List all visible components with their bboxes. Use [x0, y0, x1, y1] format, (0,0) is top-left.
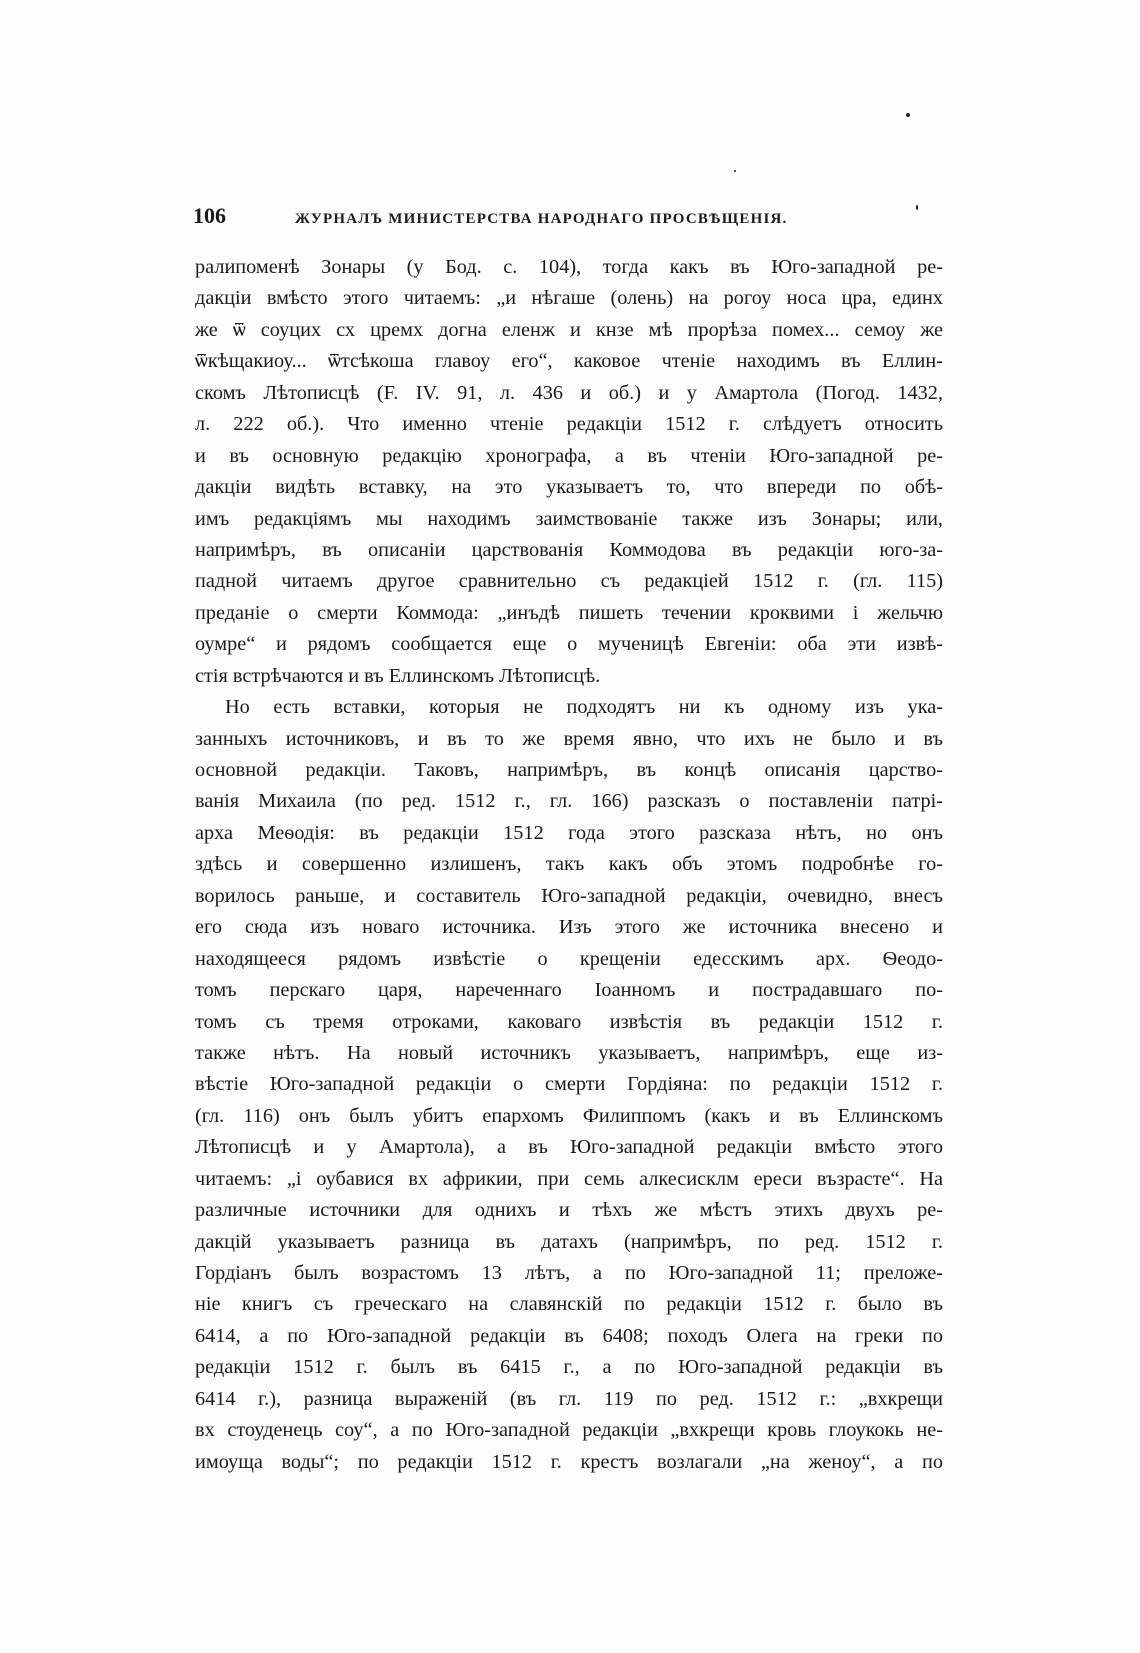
page-number: 106: [193, 203, 226, 228]
paragraph-1: [195, 252, 943, 692]
body-text: [195, 252, 943, 1478]
text-line: ралипоменѣ Зонары (у Бод. с. 104), тогда какъ въ Юго-западной ре-: [195, 256, 943, 278]
text-line: дакціи видѣть вставку, на это указываетъ то, что впереди по обѣ-: [195, 476, 943, 499]
text-line: падной читаемъ другое сравнительно съ редакціей 1512 г. (гл. 115): [195, 570, 943, 593]
text-line: оумре“ и рядомъ сообщается еще о мученицѣ Евгеніи: оба эти извѣ-: [195, 633, 943, 656]
text-line: томъ съ тремя отроками, каковаго извѣстія въ редакціи 1512 г.: [195, 1010, 943, 1033]
text-line: его сюда изъ новаго источника. Изъ этого же источника внесено и: [195, 916, 943, 939]
text-line: 6414, а по Юго-западной редакціи въ 6408; походъ Олега на греки по: [195, 1324, 943, 1347]
text-line: скомъ Лѣтописцѣ (F. IV. 91, л. 436 и об.) и у Амартола (Погод. 1432,: [195, 381, 943, 404]
text-line: Но есть вставки, которыя не подходятъ ни къ одному изъ ука-: [225, 696, 943, 719]
text-line: основной редакціи. Таковъ, напримѣръ, въ концѣ описанія царство-: [195, 759, 943, 781]
text-line: здѣсь и совершенно излишенъ, такъ какъ объ этомъ подробнѣе го-: [195, 853, 943, 876]
scan-speck: [734, 170, 736, 172]
text-line: Гордіанъ былъ возрастомъ 13 лѣтъ, а по Юго-западной 11; преложе-: [195, 1262, 943, 1284]
text-line: ворилось раньше, и составитель Юго-западной редакціи, очевидно, внесъ: [195, 884, 943, 907]
text-line: арха Меѳодія: въ редакціи 1512 года этого разсказа нѣтъ, но онъ: [195, 821, 943, 844]
text-line: различные источники для однихъ и тѣхъ же мѣстъ этихъ двухъ ре-: [195, 1199, 943, 1222]
scan-speck: [906, 113, 910, 117]
text-line: вх стоуденець соу“, а по Юго-западной редакціи „вхкрещи кровь глоукокь не-: [195, 1419, 943, 1442]
text-line: стія встрѣчаются и въ Еллинскомъ Лѣтописцѣ.: [195, 664, 601, 687]
page-header: [193, 203, 945, 233]
text-line: ніе книгъ съ греческаго на славянскій по редакціи 1512 г. было въ: [195, 1293, 943, 1316]
paragraph-2: [195, 692, 943, 1478]
text-line: 6414 г.), разница выраженій (въ гл. 119 по ред. 1512 г.: „вхкрещи: [195, 1387, 943, 1410]
text-line: находящееся рядомъ извѣстіе о крещеніи едесскимъ арх. Ѳеодо-: [195, 947, 943, 970]
text-line: ѿкѣщакиоу... ѿтсѣкоша главоу его“, каковое чтеніе находимъ въ Еллин-: [195, 350, 943, 373]
text-line: напримѣръ, въ описаніи царствованія Коммодова въ редакціи юго-за-: [195, 538, 943, 561]
running-head: ЖУРНАЛЪ МИНИСТЕРСТВА НАРОДНАГО ПРОСВѢЩЕНІЯ.: [295, 211, 788, 227]
text-line: Лѣтописцѣ и у Амартола), а въ Юго-западной редакціи вмѣсто этого: [195, 1136, 943, 1159]
text-line: и въ основную редакцію хронографа, а въ чтеніи Юго-западной ре-: [195, 444, 943, 467]
text-line: л. 222 об.). Что именно чтеніе редакціи 1512 г. слѣдуетъ относить: [195, 413, 943, 436]
text-line: редакціи 1512 г. былъ въ 6415 г., а по Юго-западной редакціи въ: [195, 1356, 943, 1379]
text-line: преданіе о смерти Коммода: „инъдѣ пишеть течении кроквими і жельчю: [195, 601, 943, 624]
text-line: имъ редакціямъ мы находимъ заимствованіе также изъ Зонары; или,: [195, 507, 943, 530]
text-line: ванія Михаила (по ред. 1512 г., гл. 166) разсказъ о поставленіи патрі-: [195, 790, 943, 813]
text-line: же ѿ соуцих сх цремх догна еленж и кнзе мѣ прорѣза помех... семоу же: [195, 318, 943, 341]
text-line: также нѣтъ. На новый источникъ указываетъ, напримѣръ, еще из-: [195, 1041, 943, 1064]
text-line: вѣстіе Юго-западной редакціи о смерти Гордіяна: по редакціи 1512 г.: [195, 1073, 943, 1096]
text-line: томъ перскаго царя, нареченнаго Іоанномъ и пострадавшаго по-: [195, 979, 943, 1002]
text-line: дакцій указываетъ разница въ датахъ (напримѣръ, по ред. 1512 г.: [195, 1230, 943, 1253]
text-line: дакціи вмѣсто этого читаемъ: „и нѣгаше (олень) на рогоу носа цра, единх: [195, 287, 943, 310]
text-line: (гл. 116) онъ былъ убитъ епархомъ Филиппомъ (какъ и въ Еллинскомъ: [195, 1104, 943, 1127]
text-line: имоуща воды“; по редакціи 1512 г. крестъ возлагали „на женоу“, а по: [195, 1450, 943, 1473]
text-line: занныхъ источниковъ, и въ то же время явно, что ихъ не было и въ: [195, 727, 943, 750]
text-line: читаемъ: „і оубавися вх африкии, при семь алкесисклм ереси възрасте“. На: [195, 1167, 943, 1190]
